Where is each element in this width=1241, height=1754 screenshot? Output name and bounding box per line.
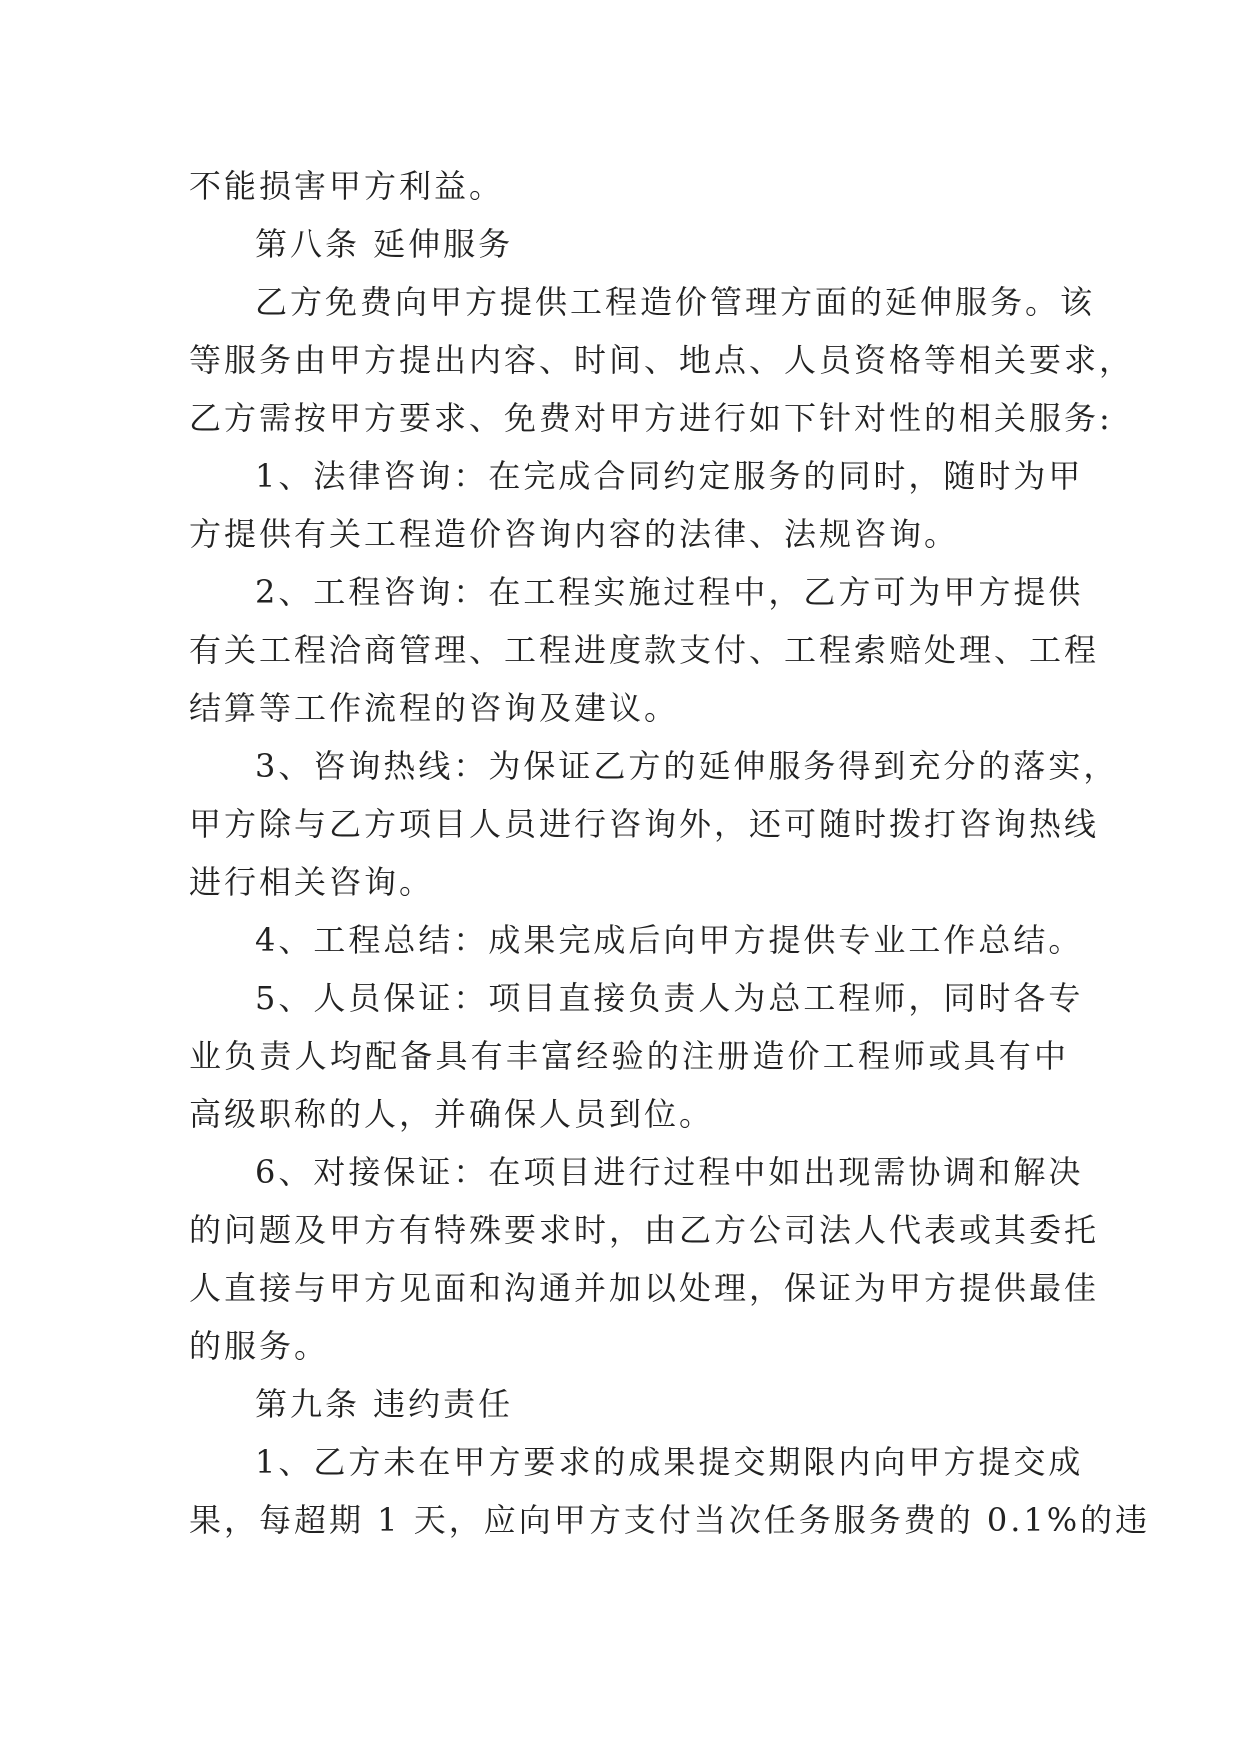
list-item-line: 4、工程总结：成果完成后向甲方提供专业工作总结。 <box>255 921 1084 959</box>
list-item-line: 1、乙方未在甲方要求的成果提交期限内向甲方提交成 <box>255 1443 1084 1481</box>
section-heading: 第九条 违约责任 <box>255 1385 514 1423</box>
list-item-line: 有关工程洽商管理、工程进度款支付、工程索赔处理、工程 <box>189 631 1100 669</box>
list-item-line: 方提供有关工程造价咨询内容的法律、法规咨询。 <box>189 515 960 553</box>
section-heading: 第八条 延伸服务 <box>255 225 514 263</box>
list-item-line: 5、人员保证：项目直接负责人为总工程师，同时各专 <box>255 979 1084 1017</box>
paragraph-line: 不能损害甲方利益。 <box>189 167 505 205</box>
list-item-line: 业负责人均配备具有丰富经验的注册造价工程师或具有中 <box>189 1037 1069 1075</box>
list-item-line: 甲方除与乙方项目人员进行咨询外，还可随时拨打咨询热线 <box>189 805 1100 843</box>
list-item-line: 进行相关咨询。 <box>189 863 435 901</box>
paragraph-line: 乙方免费向甲方提供工程造价管理方面的延伸服务。该 <box>255 283 1096 321</box>
list-item-line: 3、咨询热线：为保证乙方的延伸服务得到充分的落实， <box>255 747 1119 785</box>
list-item-line: 1、法律咨询：在完成合同约定服务的同时，随时为甲 <box>255 457 1084 495</box>
document-body <box>189 157 1151 1549</box>
list-item-line: 人直接与甲方见面和沟通并加以处理，保证为甲方提供最佳 <box>189 1269 1100 1307</box>
list-item-line: 的问题及甲方有特殊要求时，由乙方公司法人代表或其委托 <box>189 1211 1100 1249</box>
list-item-line: 高级职称的人，并确保人员到位。 <box>189 1095 715 1133</box>
list-item-line: 6、对接保证：在项目进行过程中如出现需协调和解决 <box>255 1153 1084 1191</box>
list-item-line: 的服务。 <box>189 1327 330 1365</box>
list-item-line: 结算等工作流程的咨询及建议。 <box>189 689 680 727</box>
list-item-line: 果，每超期 1 天，应向甲方支付当次任务服务费的 0.1%的违 <box>189 1501 1151 1539</box>
paragraph-line: 等服务由甲方提出内容、时间、地点、人员资格等相关要求， <box>189 341 1135 379</box>
paragraph-line: 乙方需按甲方要求、免费对甲方进行如下针对性的相关服务: <box>189 399 1113 437</box>
list-item-line: 2、工程咨询：在工程实施过程中，乙方可为甲方提供 <box>255 573 1084 611</box>
